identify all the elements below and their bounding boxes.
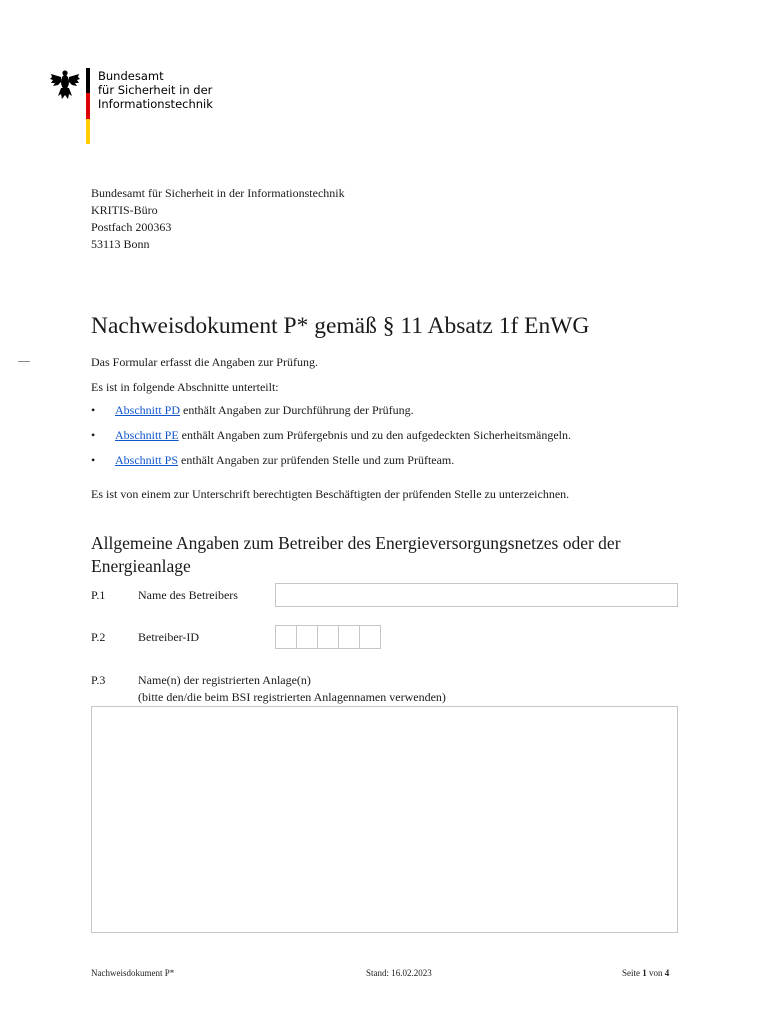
link-abschnitt-pe[interactable]: Abschnitt PE: [115, 428, 179, 442]
flag-bar: [86, 68, 90, 144]
field-hint-facility-names: (bitte den/die beim BSI registrierten Anlagennamen verwenden): [138, 690, 446, 704]
section-list: [91, 403, 571, 478]
footer-document-name: Nachweisdokument P*: [91, 968, 175, 978]
id-digit-cell[interactable]: [338, 625, 360, 649]
field-label-facility-names: Name(n) der registrierten Anlage(n): [138, 673, 311, 687]
field-number-p3: P.3: [91, 673, 106, 687]
section-description: enthält Angaben zur Durchführung der Prüfung.: [180, 403, 414, 417]
page-title: Nachweisdokument P* gemäß § 11 Absatz 1f EnWG: [91, 313, 590, 339]
list-item: [91, 428, 571, 453]
section-description: enthält Angaben zum Prüfergebnis und zu den aufgedeckten Sicherheitsmängeln.: [178, 428, 571, 442]
address-line: KRITIS-Büro: [91, 203, 158, 217]
field-number-p2: P.2: [91, 630, 106, 644]
address-line: 53113 Bonn: [91, 237, 150, 251]
field-label-operator-name: Name des Betreibers: [138, 588, 238, 602]
address-line: Bundesamt für Sicherheit in der Informationstechnik: [91, 186, 345, 200]
id-digit-cell[interactable]: [359, 625, 381, 649]
footer-date: Stand: 16.02.2023: [366, 968, 432, 978]
logo-line: Bundesamt: [98, 69, 164, 83]
bullet-icon: •: [91, 428, 96, 442]
operator-id-input[interactable]: [275, 625, 380, 649]
logo-line: Informationstechnik: [98, 97, 213, 111]
address-line: Postfach 200363: [91, 220, 172, 234]
logo-line: für Sicherheit in der: [98, 83, 213, 97]
id-digit-cell[interactable]: [296, 625, 318, 649]
logo-text: [98, 69, 213, 111]
list-item: [91, 403, 571, 428]
section-description: enthält Angaben zur prüfenden Stelle und zum Prüfteam.: [178, 453, 455, 467]
facility-names-textarea[interactable]: [91, 706, 678, 933]
intro-sections-text: Es ist in folgende Abschnitte unterteilt:: [91, 380, 279, 394]
operator-name-input[interactable]: [275, 583, 678, 607]
recipient-address: [91, 185, 345, 253]
id-digit-cell[interactable]: [317, 625, 339, 649]
federal-eagle-icon: [50, 68, 80, 100]
id-digit-cell[interactable]: [275, 625, 297, 649]
section-heading: Allgemeine Angaben zum Betreiber des Energieversorgungsnetzes oder der Energieanlage: [91, 533, 621, 576]
intro-text: Das Formular erfasst die Angaben zur Prüfung.: [91, 355, 318, 369]
footer-page-number: Seite 1 von 4: [622, 968, 670, 978]
link-abschnitt-ps[interactable]: Abschnitt PS: [115, 453, 179, 467]
bullet-icon: •: [91, 453, 96, 467]
list-item: [91, 453, 571, 478]
field-label-operator-id: Betreiber-ID: [138, 630, 200, 644]
signature-note: Es ist von einem zur Unterschrift berechtigten Beschäftigten der prüfenden Stelle zu unterzeichnen.: [91, 487, 570, 501]
link-abschnitt-pd[interactable]: Abschnitt PD: [115, 403, 181, 417]
field-number-p1: P.1: [91, 588, 106, 602]
bullet-icon: •: [91, 403, 96, 417]
fold-mark: [18, 361, 30, 362]
